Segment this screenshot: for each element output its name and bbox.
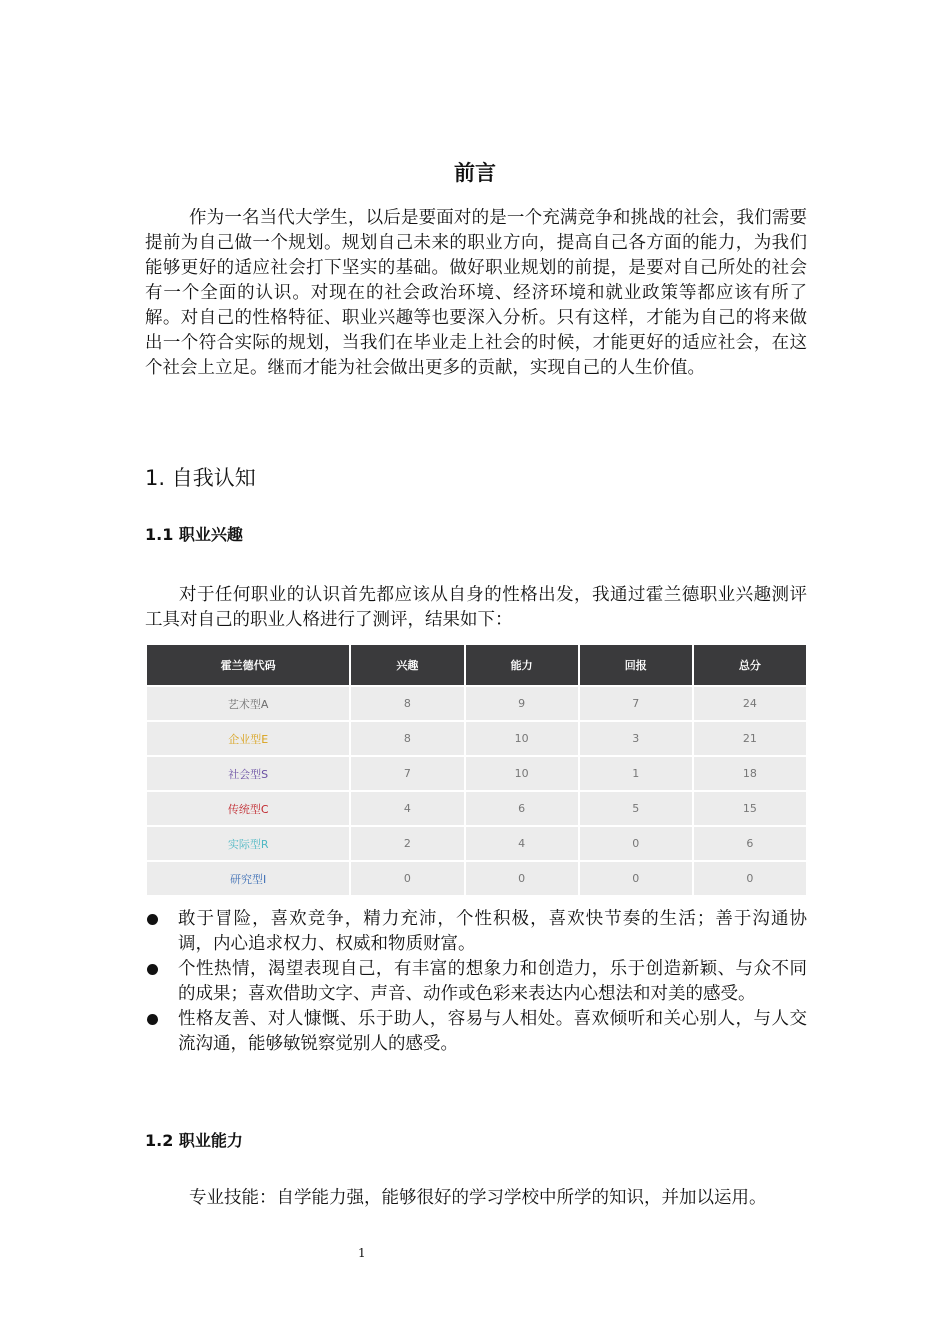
cell-reward: 3 [580, 722, 692, 755]
table-row [147, 722, 806, 755]
cell-ability: 6 [466, 792, 578, 825]
cell-interest: 4 [351, 792, 463, 825]
cell-total: 0 [694, 862, 806, 895]
cell-total: 21 [694, 722, 806, 755]
list-item [145, 957, 807, 1007]
cell-reward: 1 [580, 757, 692, 790]
table-row [147, 687, 806, 720]
cell-ability: 10 [466, 757, 578, 790]
header-reward: 回报 [580, 645, 692, 685]
table-row [147, 792, 806, 825]
list-item [145, 1007, 807, 1057]
cell-reward: 5 [580, 792, 692, 825]
holland-code-table [145, 643, 808, 897]
cell-code: 企业型E [147, 722, 349, 755]
cell-total: 18 [694, 757, 806, 790]
cell-total: 15 [694, 792, 806, 825]
cell-code: 传统型C [147, 792, 349, 825]
bullet-text: 敢于冒险，喜欢竞争，精力充沛，个性积极，喜欢快节奏的生活；善于沟通协调，内心追求权力、权威和物质财富。 [178, 909, 807, 954]
header-interest: 兴趣 [351, 645, 463, 685]
cell-ability: 0 [466, 862, 578, 895]
subheading-career-interest: 1.1 职业兴趣 [145, 525, 243, 544]
page-number: 1 [358, 1246, 366, 1260]
cell-ability: 10 [466, 722, 578, 755]
table-row [147, 862, 806, 895]
header-ability: 能力 [466, 645, 578, 685]
interest-paragraph: 对于任何职业的认识首先都应该从自身的性格出发，我通过霍兰德职业兴趣测评工具对自己的职业人格进行了测评，结果如下： [145, 585, 807, 630]
list-item [145, 907, 807, 957]
cell-interest: 0 [351, 862, 463, 895]
subheading-career-ability: 1.2 职业能力 [145, 1131, 243, 1150]
cell-code: 社会型S [147, 757, 349, 790]
cell-reward: 7 [580, 687, 692, 720]
cell-interest: 8 [351, 722, 463, 755]
cell-reward: 0 [580, 827, 692, 860]
cell-code: 实际型R [147, 827, 349, 860]
table-header-row [147, 645, 806, 685]
table-row [147, 757, 806, 790]
cell-total: 6 [694, 827, 806, 860]
cell-interest: 8 [351, 687, 463, 720]
intro-paragraph: 作为一名当代大学生，以后是要面对的是一个充满竞争和挑战的社会，我们需要提前为自己做一个规划。规划自己未来的职业方向，提高自己各方面的能力，为我们能够更好的适应社会打下坚实的基础。做好职业规划的前提，是要对自己所处的社会有一个全面的认识。对现在的社会政治环境、经济环境和就业政策等都应该有所了解。对自己的性格特征、职业兴趣等也要深入分析。只有这样，才能为自己的将来做出一个符合实际的规划，当我们在毕业走上社会的时候，才能更好的适应社会，在这个社会上立足。继而才能为社会做出更多的贡献，实现自己的人生价值。 [145, 208, 807, 378]
cell-ability: 4 [466, 827, 578, 860]
header-code: 霍兰德代码 [147, 645, 349, 685]
section-heading-self-cognition: 1. 自我认知 [145, 466, 256, 490]
cell-reward: 0 [580, 862, 692, 895]
trait-bullet-list [145, 907, 807, 1057]
page-title: 前言 [454, 161, 496, 185]
table-row [147, 827, 806, 860]
cell-code: 研究型I [147, 862, 349, 895]
cell-interest: 2 [351, 827, 463, 860]
cell-code: 艺术型A [147, 687, 349, 720]
ability-paragraph: 专业技能：自学能力强，能够很好的学习学校中所学的知识，并加以运用。 [189, 1188, 767, 1208]
bullet-text: 个性热情，渴望表现自己，有丰富的想象力和创造力，乐于创造新颖、与众不同的成果；喜欢借助文字、声音、动作或色彩来表达内心想法和对美的感受。 [178, 959, 807, 1004]
bullet-dot-icon [147, 914, 158, 925]
bullet-text: 性格友善、对人慷慨、乐于助人，容易与人相处。喜欢倾听和关心别人，与人交流沟通，能够敏锐察觉别人的感受。 [178, 1009, 807, 1054]
cell-interest: 7 [351, 757, 463, 790]
cell-ability: 9 [466, 687, 578, 720]
cell-total: 24 [694, 687, 806, 720]
bullet-dot-icon [147, 964, 158, 975]
header-total: 总分 [694, 645, 806, 685]
bullet-dot-icon [147, 1014, 158, 1025]
